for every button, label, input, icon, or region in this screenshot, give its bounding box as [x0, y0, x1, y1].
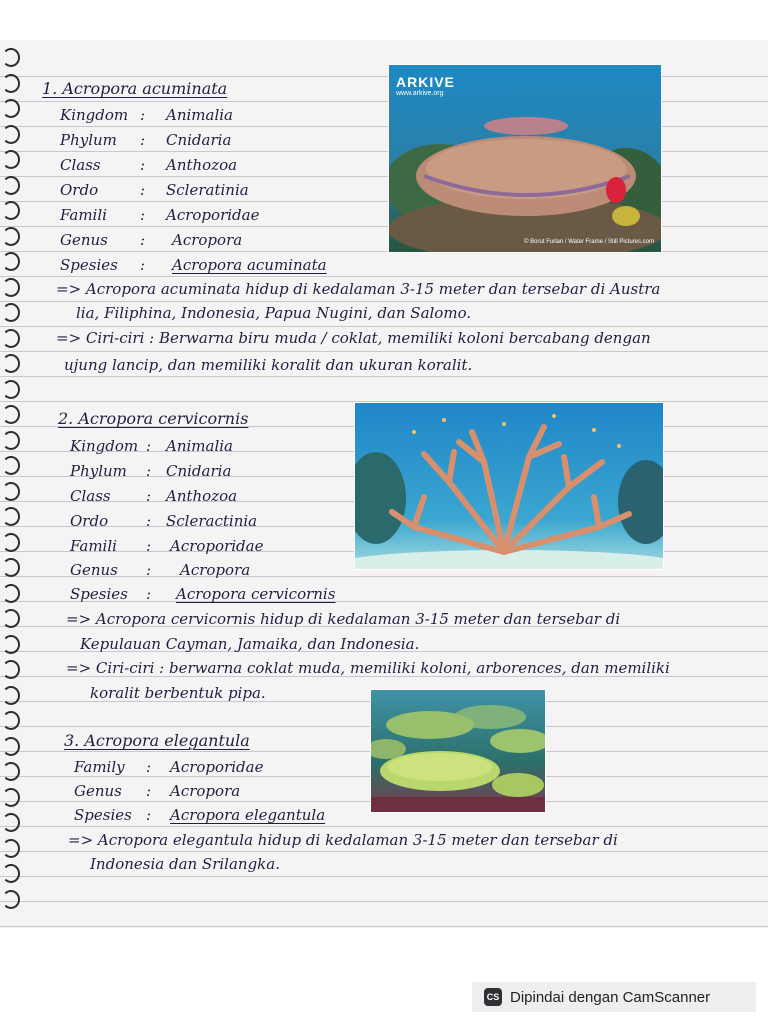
binding-ring: [2, 431, 20, 450]
binding-ring: [2, 176, 20, 195]
binding-ring: [2, 762, 20, 781]
taxonomy-rank: Ordo: [60, 181, 99, 199]
taxonomy-rank: Famili: [60, 206, 107, 224]
binding-ring: [2, 380, 20, 399]
coral-photo-acuminata: [388, 64, 662, 253]
taxonomy-value: Animalia: [166, 106, 233, 124]
taxonomy-rank: Genus: [60, 231, 108, 249]
photo-credit: © Borut Furlan / Water Frame / Still Pictures.com: [524, 239, 654, 245]
taxonomy-separator: :: [146, 437, 152, 455]
notebook-page: [0, 40, 768, 928]
taxonomy-separator: :: [146, 758, 152, 776]
binding-ring: [2, 813, 20, 832]
camscanner-watermark: [472, 982, 756, 1012]
taxonomy-separator: :: [146, 537, 152, 555]
taxonomy-separator: :: [146, 806, 152, 824]
taxonomy-rank: Class: [70, 487, 111, 505]
binding-ring: [2, 584, 20, 603]
note-line: Kepulauan Cayman, Jamaika, dan Indonesia.: [80, 635, 420, 653]
binding-ring: [2, 201, 20, 220]
taxonomy-value: Acropora elegantula: [170, 806, 326, 824]
binding-ring: [2, 686, 20, 705]
taxonomy-separator: :: [146, 782, 152, 800]
binding-ring: [2, 660, 20, 679]
taxonomy-value: Acropora: [170, 782, 241, 800]
taxonomy-value: Scleratinia: [166, 181, 249, 199]
taxonomy-rank: Kingdom: [60, 106, 129, 124]
binding-ring: [2, 839, 20, 858]
camscanner-logo-icon: CS: [484, 988, 502, 1006]
binding-ring: [2, 278, 20, 297]
taxonomy-rank: Phylum: [70, 462, 127, 480]
binding-ring: [2, 711, 20, 730]
note-line: => Ciri-ciri : berwarna coklat muda, memiliki koloni, arborences, dan memiliki: [66, 659, 670, 677]
taxonomy-value: Acropora: [172, 231, 243, 249]
taxonomy-separator: :: [146, 561, 152, 579]
binding-ring: [2, 74, 20, 93]
taxonomy-rank: Spesies: [70, 585, 128, 603]
taxonomy-value: Acropora: [180, 561, 251, 579]
taxonomy-separator: :: [140, 131, 146, 149]
taxonomy-value: Acroporidae: [170, 758, 264, 776]
coral-photo-elegantula: [370, 689, 546, 813]
taxonomy-separator: :: [146, 487, 152, 505]
plate-coral-image: [370, 689, 546, 813]
taxonomy-rank: Genus: [74, 782, 122, 800]
binding-ring: [2, 864, 20, 883]
note-line: Indonesia dan Srilangka.: [90, 855, 280, 873]
note-line: => Ciri-ciri : Berwarna biru muda / coklat, memiliki koloni bercabang dengan: [56, 329, 651, 347]
taxonomy-rank: Family: [74, 758, 125, 776]
taxonomy-rank: Ordo: [70, 512, 109, 530]
binding-ring: [2, 252, 20, 271]
note-line: ujung lancip, dan memiliki koralit dan ukuran koralit.: [64, 356, 473, 374]
entry-heading: 2. Acropora cervicornis: [58, 409, 249, 428]
note-line: lia, Filiphina, Indonesia, Papua Nugini, dan Salomo.: [76, 304, 472, 322]
entry-heading: 1. Acropora acuminata: [42, 79, 228, 98]
taxonomy-rank: Class: [60, 156, 101, 174]
taxonomy-value: Scleractinia: [166, 512, 258, 530]
binding-ring: [2, 737, 20, 756]
binding-ring: [2, 890, 20, 909]
taxonomy-separator: :: [140, 206, 146, 224]
binding-ring: [2, 329, 20, 348]
note-line: koralit berbentuk pipa.: [90, 684, 266, 702]
taxonomy-value: Animalia: [166, 437, 233, 455]
binding-ring: [2, 405, 20, 424]
binding-ring: [2, 354, 20, 373]
taxonomy-rank: Spesies: [74, 806, 132, 824]
binding-ring: [2, 150, 20, 169]
note-line: => Acropora cervicornis hidup di kedalaman 3-15 meter dan tersebar di: [66, 610, 621, 628]
coral-photo-cervicornis: [354, 402, 664, 570]
note-line: => Acropora acuminata hidup di kedalaman 3-15 meter dan tersebar di Austra: [56, 280, 661, 298]
binding-ring: [2, 227, 20, 246]
entry-heading: 3. Acropora elegantula: [64, 731, 250, 750]
taxonomy-value: Cnidaria: [166, 462, 232, 480]
note-line: => Acropora elegantula hidup di kedalaman 3-15 meter dan tersebar di: [68, 831, 618, 849]
binding-ring: [2, 303, 20, 322]
spiral-binding: [0, 40, 26, 928]
taxonomy-value: Anthozoa: [166, 156, 238, 174]
binding-ring: [2, 507, 20, 526]
binding-ring: [2, 456, 20, 475]
taxonomy-separator: :: [140, 231, 146, 249]
taxonomy-separator: :: [146, 512, 152, 530]
binding-ring: [2, 558, 20, 577]
taxonomy-value: Acroporidae: [166, 206, 260, 224]
binding-ring: [2, 48, 20, 67]
camscanner-label: Dipindai dengan CamScanner: [510, 988, 711, 1006]
binding-ring: [2, 788, 20, 807]
taxonomy-separator: :: [140, 106, 146, 124]
staghorn-coral-image: [354, 402, 664, 570]
binding-ring: [2, 482, 20, 501]
taxonomy-separator: :: [146, 585, 152, 603]
binding-ring: [2, 635, 20, 654]
taxonomy-value: Acropora cervicornis: [176, 585, 336, 603]
taxonomy-rank: Phylum: [60, 131, 117, 149]
taxonomy-value: Cnidaria: [166, 131, 232, 149]
taxonomy-separator: :: [140, 156, 146, 174]
arkive-url: www.arkive.org: [396, 90, 444, 97]
taxonomy-value: Acroporidae: [170, 537, 264, 555]
taxonomy-rank: Genus: [70, 561, 118, 579]
binding-ring: [2, 609, 20, 628]
arkive-logo: ARKIVE: [396, 74, 455, 90]
taxonomy-rank: Kingdom: [70, 437, 139, 455]
taxonomy-separator: :: [140, 181, 146, 199]
taxonomy-rank: Spesies: [60, 256, 118, 274]
binding-ring: [2, 99, 20, 118]
binding-ring: [2, 125, 20, 144]
taxonomy-value: Anthozoa: [166, 487, 238, 505]
taxonomy-separator: :: [146, 462, 152, 480]
binding-ring: [2, 533, 20, 552]
taxonomy-separator: :: [140, 256, 146, 274]
taxonomy-rank: Famili: [70, 537, 117, 555]
taxonomy-value: Acropora acuminata: [172, 256, 327, 274]
